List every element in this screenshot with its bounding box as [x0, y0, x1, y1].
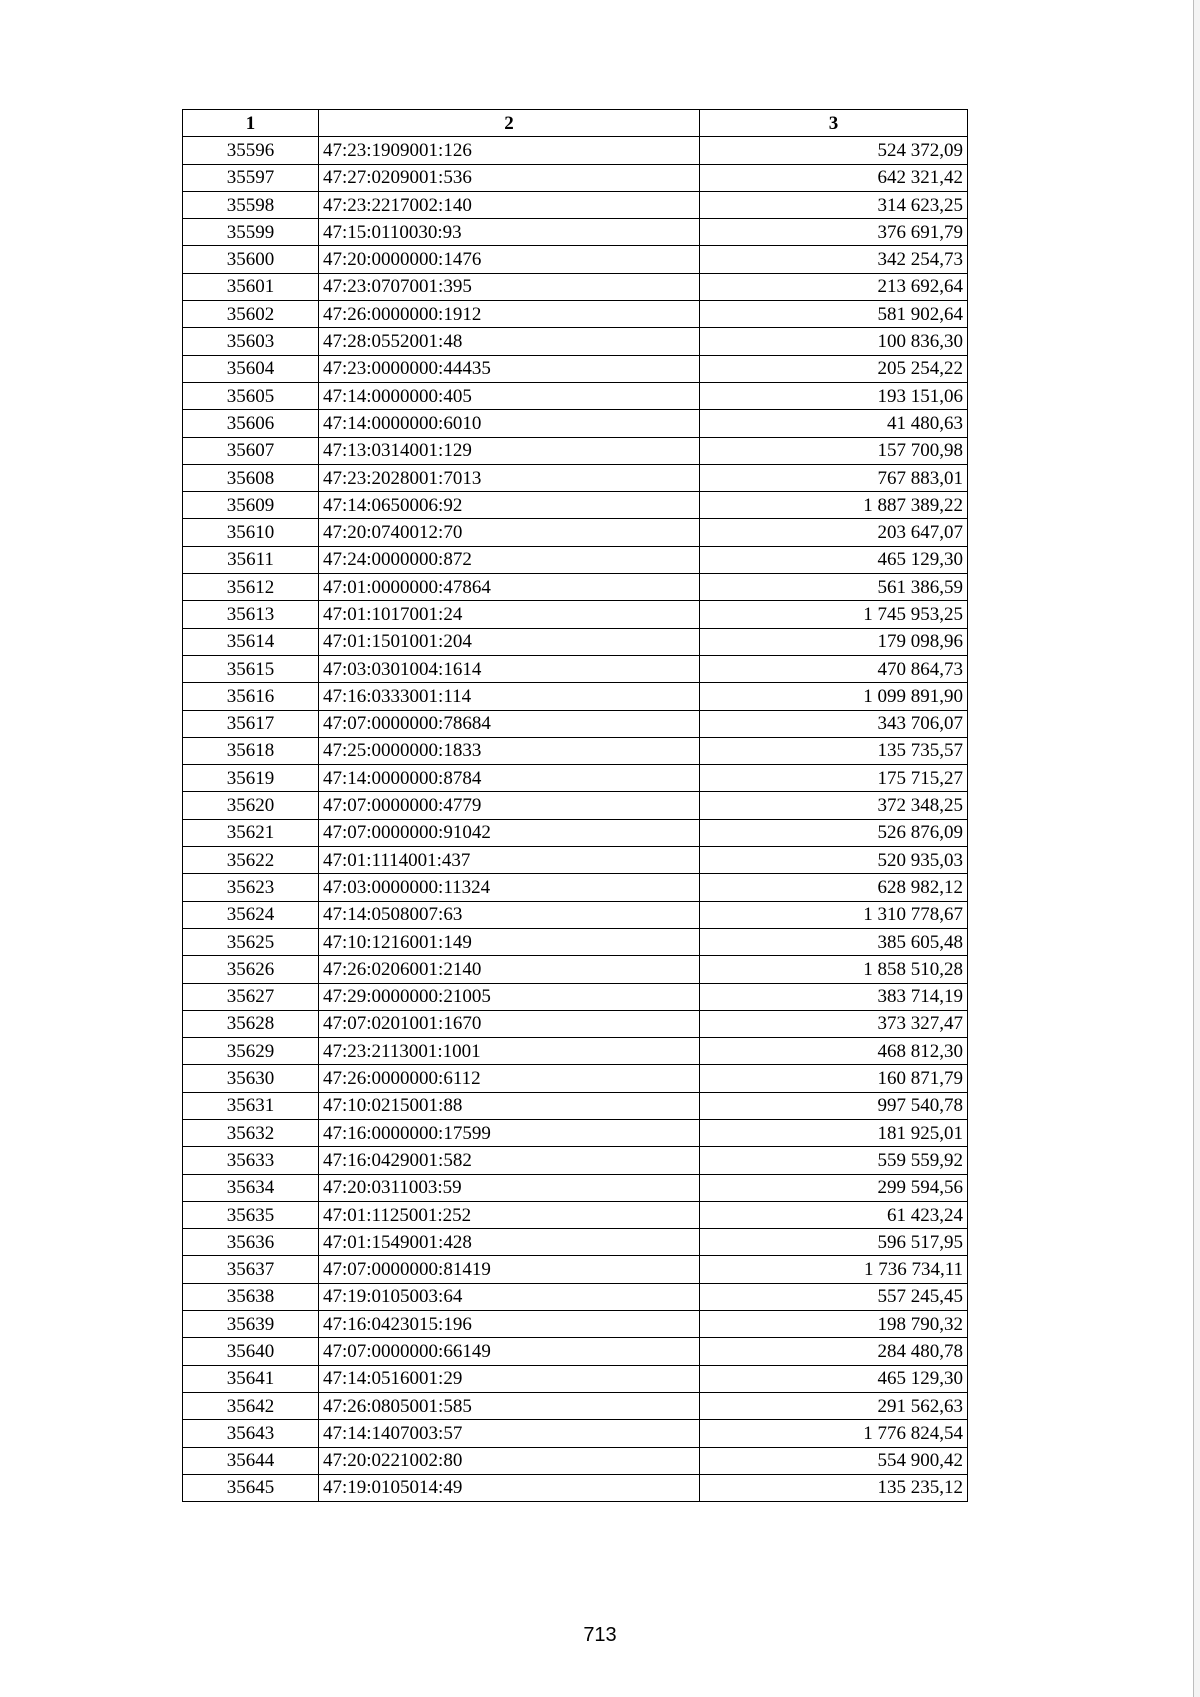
- table-row: [183, 437, 968, 464]
- column-header-1: 1: [183, 110, 319, 137]
- value-cell: 465 129,30: [700, 546, 968, 573]
- row-number-cell: 35616: [183, 683, 319, 710]
- table-row: [183, 847, 968, 874]
- cadastral-number-cell: 47:07:0000000:78684: [319, 710, 700, 737]
- value-cell: 175 715,27: [700, 765, 968, 792]
- cadastral-number-cell: 47:16:0000000:17599: [319, 1119, 700, 1146]
- cadastral-number-cell: 47:15:0110030:93: [319, 219, 700, 246]
- cadastral-number-cell: 47:27:0209001:536: [319, 164, 700, 191]
- cadastral-number-cell: 47:01:1125001:252: [319, 1201, 700, 1228]
- value-cell: 1 887 389,22: [700, 492, 968, 519]
- cadastral-number-cell: 47:28:0552001:48: [319, 328, 700, 355]
- row-number-cell: 35614: [183, 628, 319, 655]
- value-cell: 997 540,78: [700, 1092, 968, 1119]
- cadastral-number-cell: 47:23:1909001:126: [319, 137, 700, 164]
- table-row: [183, 928, 968, 955]
- value-cell: 376 691,79: [700, 219, 968, 246]
- cadastral-number-cell: 47:19:0105014:49: [319, 1474, 700, 1501]
- table-row: [183, 191, 968, 218]
- value-cell: 557 245,45: [700, 1283, 968, 1310]
- value-cell: 135 735,57: [700, 737, 968, 764]
- cadastral-number-cell: 47:23:0000000:44435: [319, 355, 700, 382]
- cadastral-number-cell: 47:26:0805001:585: [319, 1392, 700, 1419]
- table-row: [183, 1311, 968, 1338]
- table-row: [183, 574, 968, 601]
- cadastral-number-cell: 47:14:0516001:29: [319, 1365, 700, 1392]
- row-number-cell: 35633: [183, 1147, 319, 1174]
- row-number-cell: 35634: [183, 1174, 319, 1201]
- row-number-cell: 35611: [183, 546, 319, 573]
- value-cell: 198 790,32: [700, 1311, 968, 1338]
- table-row: [183, 792, 968, 819]
- row-number-cell: 35612: [183, 574, 319, 601]
- row-number-cell: 35606: [183, 410, 319, 437]
- value-cell: 100 836,30: [700, 328, 968, 355]
- cadastral-number-cell: 47:14:0508007:63: [319, 901, 700, 928]
- cadastral-number-cell: 47:23:2217002:140: [319, 191, 700, 218]
- value-cell: 581 902,64: [700, 301, 968, 328]
- value-cell: 203 647,07: [700, 519, 968, 546]
- cadastral-number-cell: 47:07:0000000:91042: [319, 819, 700, 846]
- value-cell: 314 623,25: [700, 191, 968, 218]
- row-number-cell: 35628: [183, 1010, 319, 1037]
- value-cell: 61 423,24: [700, 1201, 968, 1228]
- row-number-cell: 35618: [183, 737, 319, 764]
- table-row: [183, 355, 968, 382]
- column-header-2: 2: [319, 110, 700, 137]
- table-row: [183, 737, 968, 764]
- value-cell: 291 562,63: [700, 1392, 968, 1419]
- row-number-cell: 35637: [183, 1256, 319, 1283]
- cadastral-number-cell: 47:03:0301004:1614: [319, 655, 700, 682]
- table-row: [183, 1283, 968, 1310]
- table-row: [183, 1065, 968, 1092]
- value-cell: 1 310 778,67: [700, 901, 968, 928]
- value-cell: 160 871,79: [700, 1065, 968, 1092]
- value-cell: 135 235,12: [700, 1474, 968, 1501]
- row-number-cell: 35631: [183, 1092, 319, 1119]
- table-row: [183, 164, 968, 191]
- table-row: [183, 655, 968, 682]
- cadastral-number-cell: 47:23:2113001:1001: [319, 1038, 700, 1065]
- cadastral-number-cell: 47:20:0740012:70: [319, 519, 700, 546]
- cadastral-number-cell: 47:14:0000000:405: [319, 382, 700, 409]
- table-row: [183, 519, 968, 546]
- header-row: [183, 110, 968, 137]
- value-cell: 157 700,98: [700, 437, 968, 464]
- table-row: [183, 492, 968, 519]
- row-number-cell: 35624: [183, 901, 319, 928]
- row-number-cell: 35625: [183, 928, 319, 955]
- row-number-cell: 35641: [183, 1365, 319, 1392]
- value-cell: 642 321,42: [700, 164, 968, 191]
- value-cell: 41 480,63: [700, 410, 968, 437]
- row-number-cell: 35629: [183, 1038, 319, 1065]
- cadastral-number-cell: 47:29:0000000:21005: [319, 983, 700, 1010]
- table-row: [183, 683, 968, 710]
- table-row: [183, 1365, 968, 1392]
- value-cell: 193 151,06: [700, 382, 968, 409]
- table-body: [183, 137, 968, 1502]
- row-number-cell: 35622: [183, 847, 319, 874]
- row-number-cell: 35607: [183, 437, 319, 464]
- cadastral-number-cell: 47:19:0105003:64: [319, 1283, 700, 1310]
- row-number-cell: 35632: [183, 1119, 319, 1146]
- table-row: [183, 273, 968, 300]
- row-number-cell: 35604: [183, 355, 319, 382]
- row-number-cell: 35619: [183, 765, 319, 792]
- row-number-cell: 35601: [183, 273, 319, 300]
- value-cell: 181 925,01: [700, 1119, 968, 1146]
- row-number-cell: 35639: [183, 1311, 319, 1338]
- value-cell: 628 982,12: [700, 874, 968, 901]
- value-cell: 343 706,07: [700, 710, 968, 737]
- table-row: [183, 1010, 968, 1037]
- cadastral-number-cell: 47:07:0201001:1670: [319, 1010, 700, 1037]
- value-cell: 1 736 734,11: [700, 1256, 968, 1283]
- table-row: [183, 601, 968, 628]
- row-number-cell: 35599: [183, 219, 319, 246]
- row-number-cell: 35644: [183, 1447, 319, 1474]
- value-cell: 205 254,22: [700, 355, 968, 382]
- cadastral-number-cell: 47:14:0000000:6010: [319, 410, 700, 437]
- value-cell: 385 605,48: [700, 928, 968, 955]
- cadastral-number-cell: 47:14:0000000:8784: [319, 765, 700, 792]
- value-cell: 468 812,30: [700, 1038, 968, 1065]
- cadastral-number-cell: 47:23:2028001:7013: [319, 464, 700, 491]
- value-cell: 767 883,01: [700, 464, 968, 491]
- value-cell: 213 692,64: [700, 273, 968, 300]
- row-number-cell: 35605: [183, 382, 319, 409]
- page-right-edge: [1193, 0, 1200, 1697]
- value-cell: 1 776 824,54: [700, 1420, 968, 1447]
- value-cell: 373 327,47: [700, 1010, 968, 1037]
- column-header-3: 3: [700, 110, 968, 137]
- value-cell: 520 935,03: [700, 847, 968, 874]
- table-row: [183, 137, 968, 164]
- cadastral-number-cell: 47:07:0000000:66149: [319, 1338, 700, 1365]
- table-row: [183, 1147, 968, 1174]
- value-cell: 179 098,96: [700, 628, 968, 655]
- table-row: [183, 1392, 968, 1419]
- table-row: [183, 901, 968, 928]
- cadastral-number-cell: 47:10:0215001:88: [319, 1092, 700, 1119]
- table-row: [183, 246, 968, 273]
- table-row: [183, 328, 968, 355]
- table-row: [183, 1038, 968, 1065]
- table-row: [183, 710, 968, 737]
- cadastral-number-cell: 47:20:0311003:59: [319, 1174, 700, 1201]
- row-number-cell: 35621: [183, 819, 319, 846]
- row-number-cell: 35623: [183, 874, 319, 901]
- cadastral-number-cell: 47:14:0650006:92: [319, 492, 700, 519]
- row-number-cell: 35642: [183, 1392, 319, 1419]
- value-cell: 1 858 510,28: [700, 956, 968, 983]
- cadastral-number-cell: 47:13:0314001:129: [319, 437, 700, 464]
- cadastral-number-cell: 47:01:0000000:47864: [319, 574, 700, 601]
- table-row: [183, 983, 968, 1010]
- row-number-cell: 35643: [183, 1420, 319, 1447]
- table-row: [183, 1447, 968, 1474]
- row-number-cell: 35620: [183, 792, 319, 819]
- value-cell: 1 745 953,25: [700, 601, 968, 628]
- table-row: [183, 874, 968, 901]
- row-number-cell: 35609: [183, 492, 319, 519]
- value-cell: 1 099 891,90: [700, 683, 968, 710]
- table-row: [183, 1092, 968, 1119]
- value-cell: 372 348,25: [700, 792, 968, 819]
- row-number-cell: 35596: [183, 137, 319, 164]
- row-number-cell: 35617: [183, 710, 319, 737]
- cadastral-number-cell: 47:16:0423015:196: [319, 1311, 700, 1338]
- row-number-cell: 35613: [183, 601, 319, 628]
- cadastral-number-cell: 47:01:1501001:204: [319, 628, 700, 655]
- row-number-cell: 35636: [183, 1229, 319, 1256]
- data-table: [182, 109, 968, 1502]
- table-row: [183, 956, 968, 983]
- row-number-cell: 35602: [183, 301, 319, 328]
- value-cell: 383 714,19: [700, 983, 968, 1010]
- row-number-cell: 35603: [183, 328, 319, 355]
- row-number-cell: 35630: [183, 1065, 319, 1092]
- table-row: [183, 1174, 968, 1201]
- value-cell: 561 386,59: [700, 574, 968, 601]
- cadastral-number-cell: 47:23:0707001:395: [319, 273, 700, 300]
- value-cell: 596 517,95: [700, 1229, 968, 1256]
- row-number-cell: 35640: [183, 1338, 319, 1365]
- cadastral-number-cell: 47:03:0000000:11324: [319, 874, 700, 901]
- cadastral-number-cell: 47:01:1017001:24: [319, 601, 700, 628]
- table-row: [183, 410, 968, 437]
- cadastral-number-cell: 47:24:0000000:872: [319, 546, 700, 573]
- row-number-cell: 35597: [183, 164, 319, 191]
- table-row: [183, 464, 968, 491]
- cadastral-number-cell: 47:16:0333001:114: [319, 683, 700, 710]
- row-number-cell: 35600: [183, 246, 319, 273]
- value-cell: 554 900,42: [700, 1447, 968, 1474]
- table-row: [183, 1256, 968, 1283]
- row-number-cell: 35638: [183, 1283, 319, 1310]
- table-row: [183, 219, 968, 246]
- table-row: [183, 628, 968, 655]
- value-cell: 559 559,92: [700, 1147, 968, 1174]
- value-cell: 299 594,56: [700, 1174, 968, 1201]
- cadastral-number-cell: 47:26:0206001:2140: [319, 956, 700, 983]
- table-row: [183, 382, 968, 409]
- cadastral-number-cell: 47:25:0000000:1833: [319, 737, 700, 764]
- table-row: [183, 301, 968, 328]
- value-cell: 470 864,73: [700, 655, 968, 682]
- cadastral-number-cell: 47:26:0000000:1912: [319, 301, 700, 328]
- row-number-cell: 35626: [183, 956, 319, 983]
- row-number-cell: 35598: [183, 191, 319, 218]
- table-row: [183, 1420, 968, 1447]
- cadastral-number-cell: 47:20:0221002:80: [319, 1447, 700, 1474]
- table-row: [183, 765, 968, 792]
- page-number: 713: [583, 1624, 617, 1646]
- cadastral-number-cell: 47:01:1549001:428: [319, 1229, 700, 1256]
- table-row: [183, 1474, 968, 1501]
- value-cell: 465 129,30: [700, 1365, 968, 1392]
- value-cell: 342 254,73: [700, 246, 968, 273]
- table-row: [183, 819, 968, 846]
- table-row: [183, 1201, 968, 1228]
- value-cell: 526 876,09: [700, 819, 968, 846]
- table-row: [183, 1338, 968, 1365]
- cadastral-number-cell: 47:07:0000000:4779: [319, 792, 700, 819]
- cadastral-number-cell: 47:16:0429001:582: [319, 1147, 700, 1174]
- cadastral-number-cell: 47:20:0000000:1476: [319, 246, 700, 273]
- cadastral-number-cell: 47:01:1114001:437: [319, 847, 700, 874]
- table-row: [183, 1119, 968, 1146]
- table-row: [183, 1229, 968, 1256]
- value-cell: 524 372,09: [700, 137, 968, 164]
- cadastral-number-cell: 47:07:0000000:81419: [319, 1256, 700, 1283]
- row-number-cell: 35610: [183, 519, 319, 546]
- cadastral-number-cell: 47:10:1216001:149: [319, 928, 700, 955]
- table-row: [183, 546, 968, 573]
- cadastral-number-cell: 47:26:0000000:6112: [319, 1065, 700, 1092]
- row-number-cell: 35608: [183, 464, 319, 491]
- row-number-cell: 35615: [183, 655, 319, 682]
- row-number-cell: 35635: [183, 1201, 319, 1228]
- value-cell: 284 480,78: [700, 1338, 968, 1365]
- cadastral-number-cell: 47:14:1407003:57: [319, 1420, 700, 1447]
- row-number-cell: 35645: [183, 1474, 319, 1501]
- row-number-cell: 35627: [183, 983, 319, 1010]
